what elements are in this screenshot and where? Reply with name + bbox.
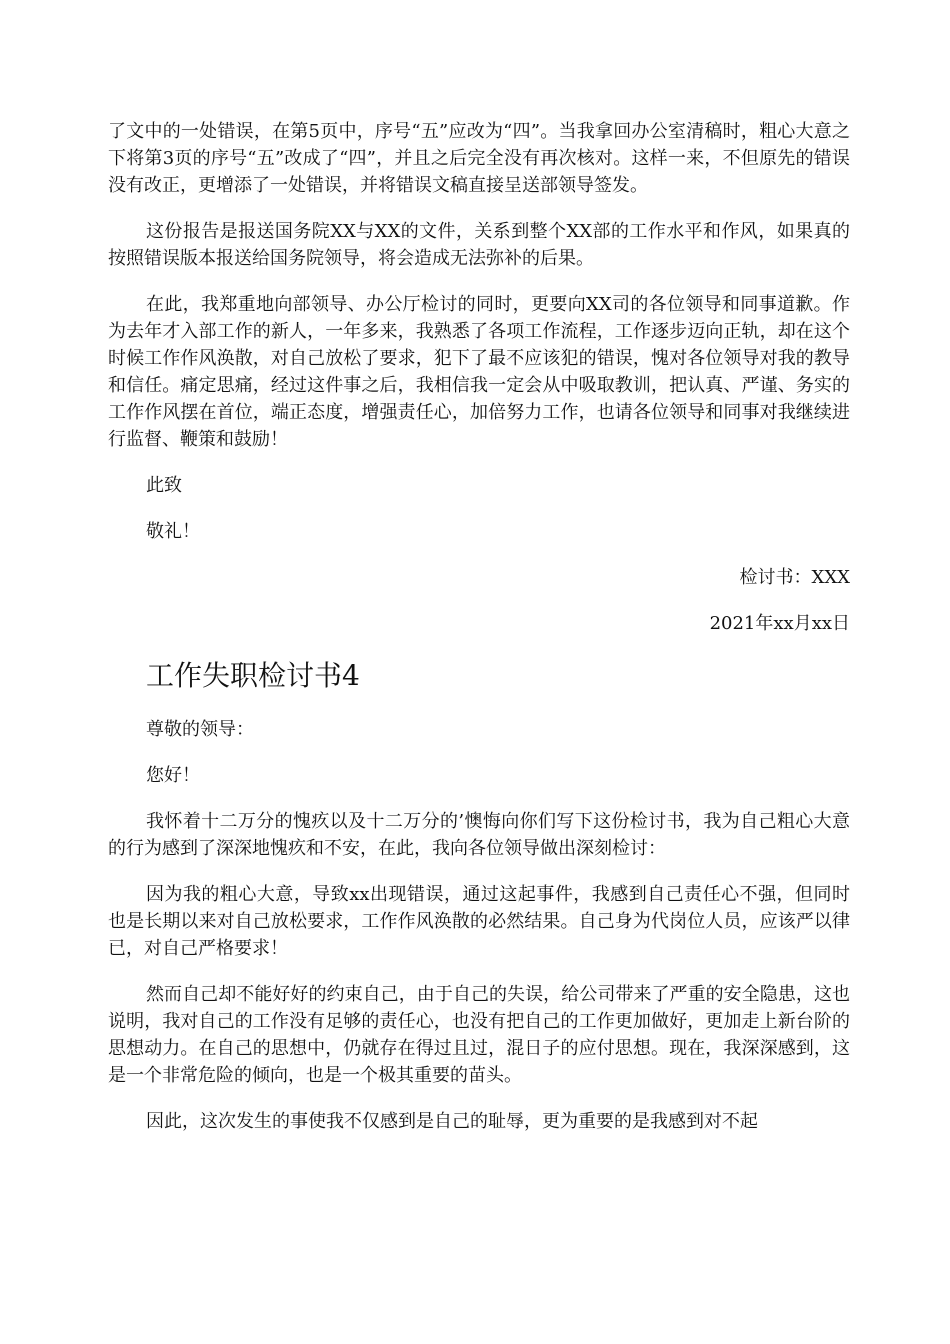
body-paragraph: 了文中的一处错误，在第5页中，序号“五”应改为“四”。当我拿回办公室清稿时，粗心大意之下将第3页的序号“五”改成了“四”，并且之后完全没有再次核对。这样一来，不但原先的错误没有改正，更增添了一处错误，并将错误文稿直接呈送部领导签发。 [108,121,850,196]
document-page [108,118,850,1154]
closing-cizhi: 此致 [146,475,182,496]
body-paragraph: 然而自己却不能好好的约束自己，由于自己的失误，给公司带来了严重的安全隐患，这也说明，我对自己的工作没有足够的责任心，也没有把自己的工作更加做好，更加走上新台阶的思想动力。在自己的思想中，仍就存在得过且过，混日子的应付思想。现在，我深深感到，这是一个非常危险的倾向，也是一个极其重要的苗头。 [108,984,850,1086]
body-paragraph: 因为我的粗心大意，导致xx出现错误，通过这起事件，我感到自己责任心不强，但同时也是长期以来对自己放松要求，工作作风涣散的必然结果。自己身为代岗位人员，应该严以律已，对自己严格要求！ [108,884,850,959]
body-paragraph: 这份报告是报送国务院XX与XX的文件，关系到整个XX部的工作水平和作风，如果真的按照错误版本报送给国务院领导，将会造成无法弥补的后果。 [108,221,850,269]
body-paragraph: 我怀着十二万分的愧疚以及十二万分的’懊悔向你们写下这份检讨书，我为自己粗心大意的行为感到了深深地愧疚和不安，在此，我向各位领导做出深刻检讨： [108,811,850,859]
closing-jingli: 敬礼！ [146,521,200,542]
body-paragraph: 在此，我郑重地向部领导、办公厅检讨的同时，更要向XX司的各位领导和同事道歉。作为去年才入部工作的新人，一年多来，我熟悉了各项工作流程，工作逐步迈向正轨，却在这个时候工作作风涣散，对自己放松了要求，犯下了最不应该犯的错误，愧对各位领导对我的教导和信任。痛定思痛，经过这件事之后，我相信我一定会从中吸取教训，把认真、严谨、务实的工作作风摆在首位，端正态度，增强责任心，加倍努力工作，也请各位领导和同事对我继续进行监督、鞭策和鼓励！ [108,294,850,450]
salutation: 尊敬的领导： [146,719,254,740]
body-paragraph: 因此，这次发生的事使我不仅感到是自己的耻辱，更为重要的是我感到对不起 [146,1111,758,1132]
date: 2021年xx月xx日 [709,613,850,634]
signature: 检讨书：XXX [739,567,850,588]
greeting: 您好！ [146,765,200,786]
section-title: 工作失职检讨书4 [146,659,360,692]
